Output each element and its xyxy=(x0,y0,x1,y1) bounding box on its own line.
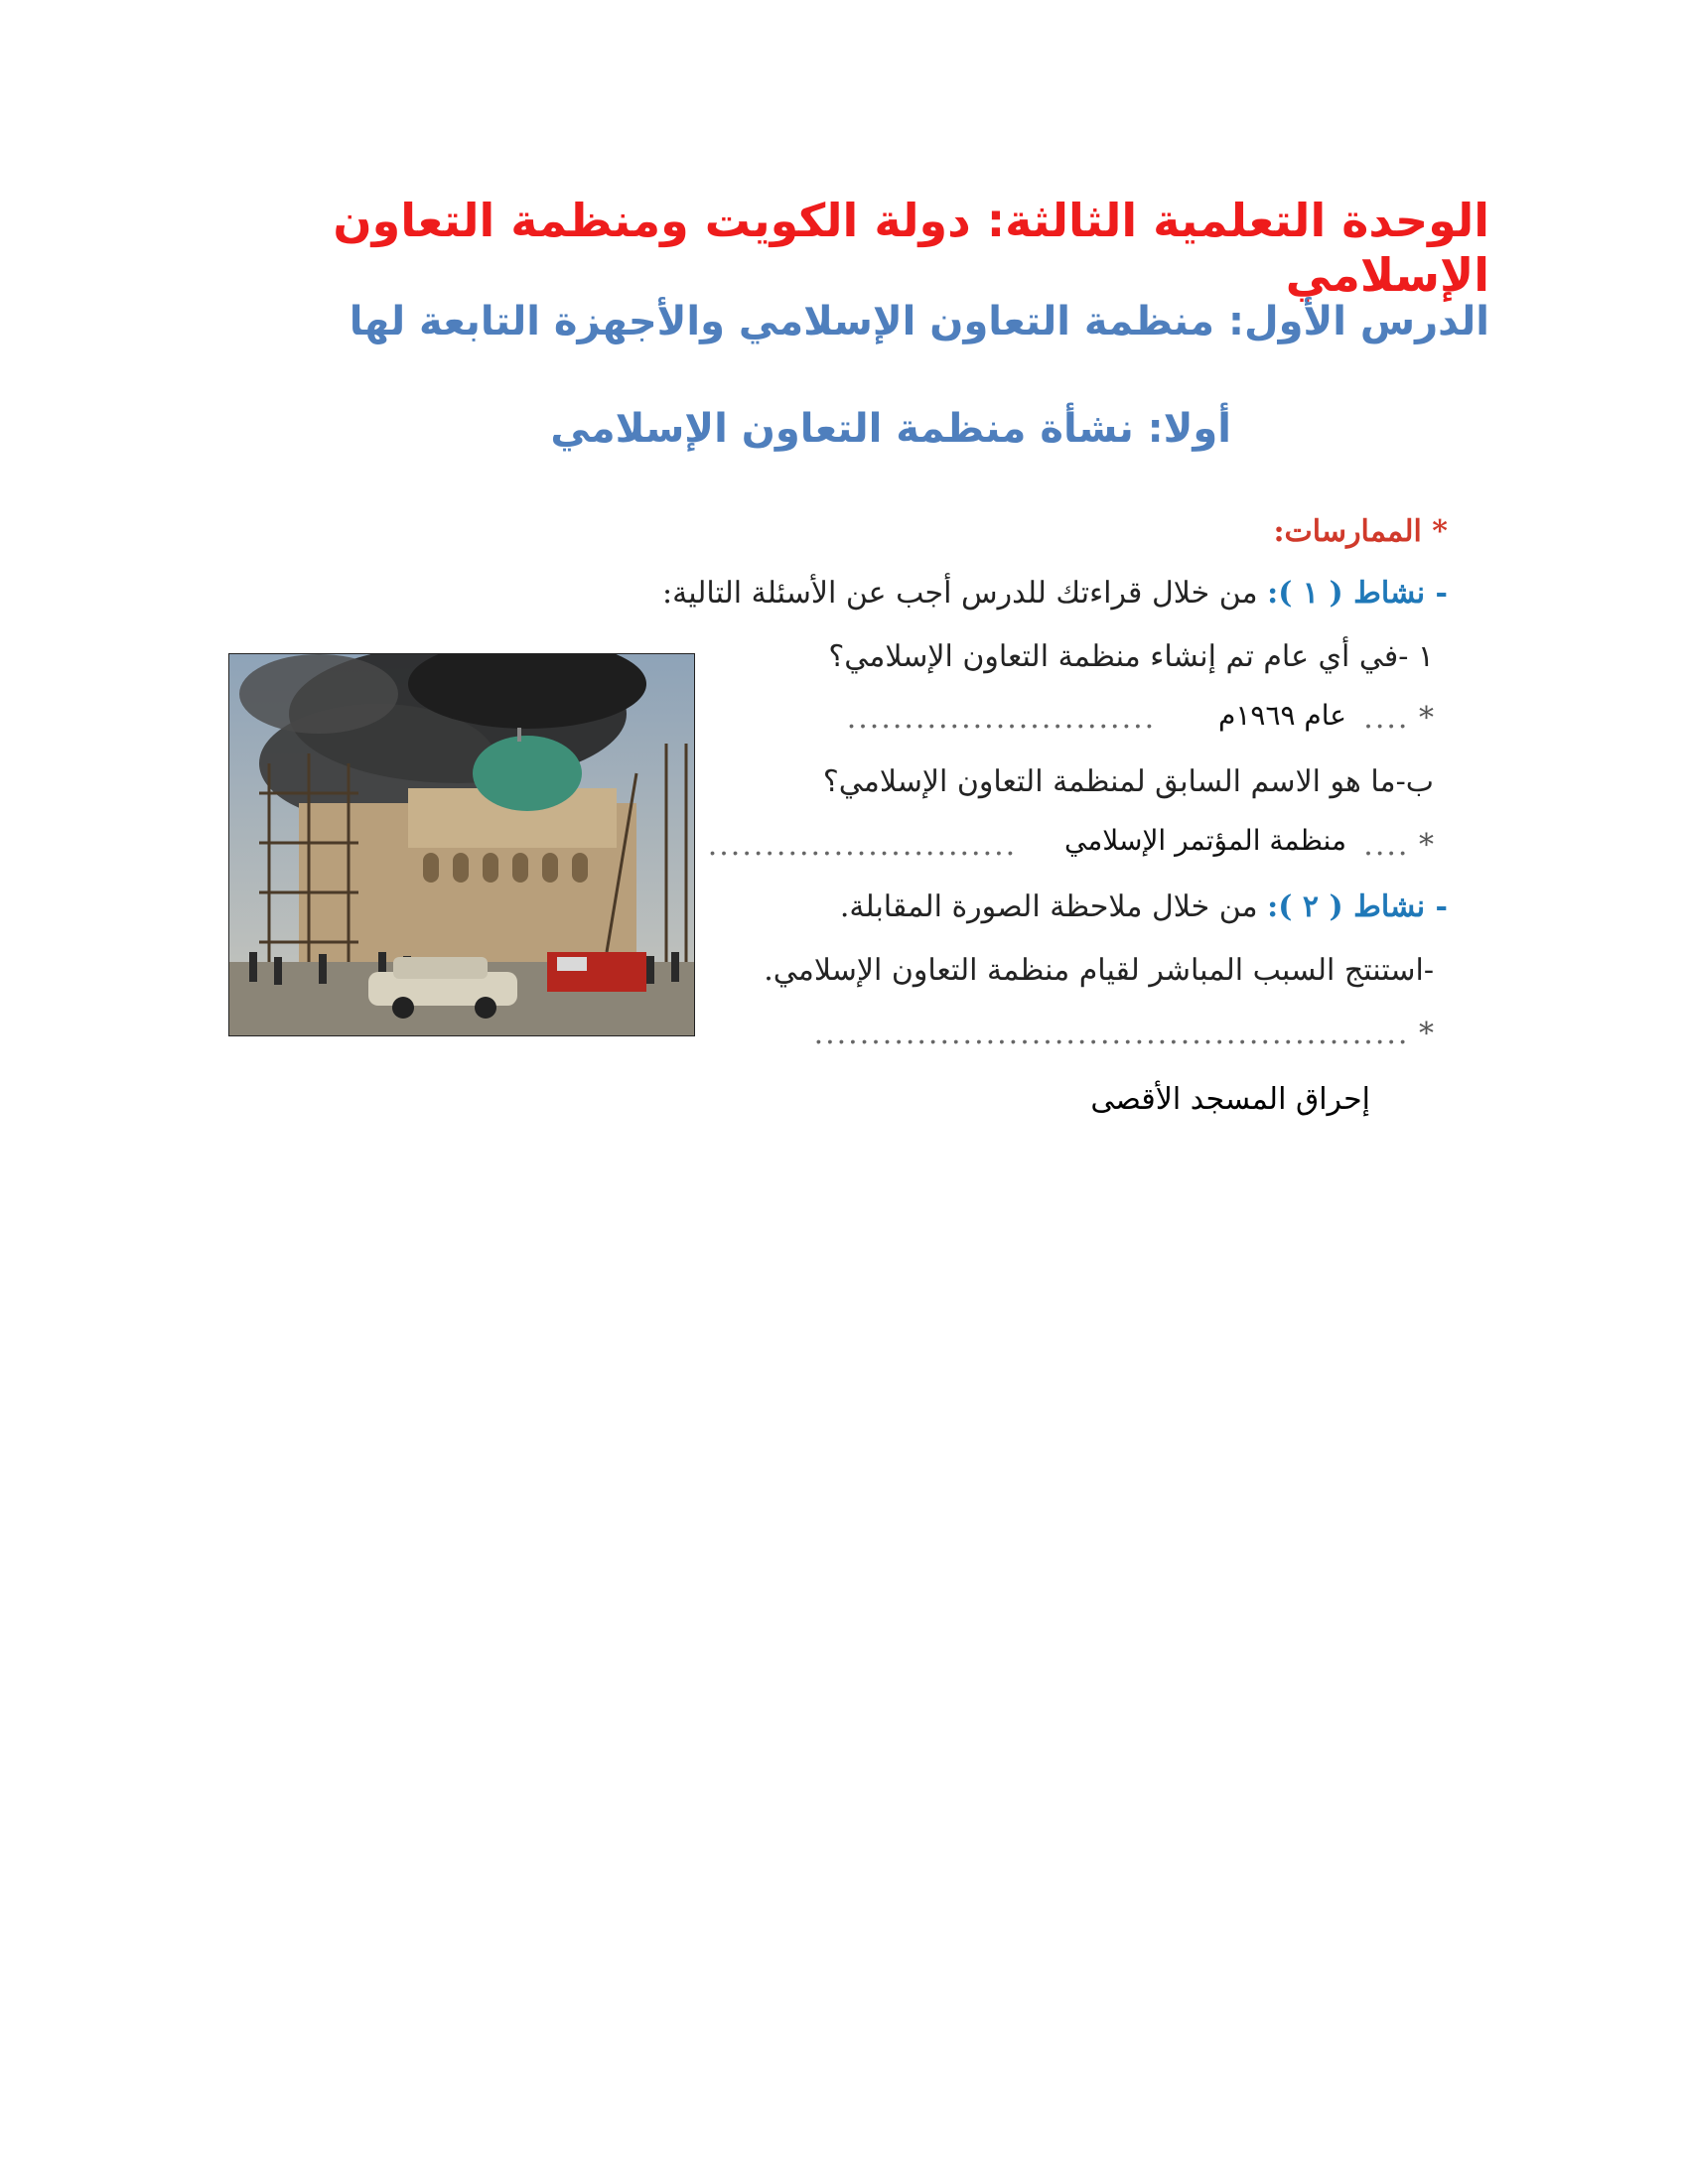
activity2-line xyxy=(840,889,1448,924)
question-2: ب-ما هو الاسم السابق لمنظمة التعاون الإسلامي؟ xyxy=(822,764,1434,799)
practices-heading: * الممارسات: xyxy=(1273,514,1448,549)
question-3: -استنتج السبب المباشر لقيام منظمة التعاون الإسلامي. xyxy=(764,953,1434,988)
dotted-leader: ........................... xyxy=(846,701,1157,736)
star-icon: * xyxy=(1419,828,1434,863)
activity2-label: - نشاط ( ٢ ): xyxy=(1267,889,1448,924)
answer-line-3 xyxy=(814,1017,1434,1051)
unit-title: الوحدة التعلمية الثالثة: دولة الكويت ومنظمة التعاون الإسلامي xyxy=(333,194,1489,303)
answer-2-text: منظمة المؤتمر الإسلامي xyxy=(1063,824,1346,857)
activity1-line xyxy=(662,576,1448,611)
question-1: ١ -في أي عام تم إنشاء منظمة التعاون الإسلامي؟ xyxy=(828,639,1434,674)
star-icon: * xyxy=(1419,701,1434,736)
dotted-leader: .... xyxy=(1363,701,1410,736)
dotted-leader: ........................... xyxy=(707,828,1018,863)
dotted-leader: .................................................... xyxy=(813,1017,1410,1051)
mosque-fire-photo xyxy=(228,653,695,1036)
activity1-prompt: من خلال قراءتك للدرس أجب عن الأسئلة التالية: xyxy=(662,576,1258,611)
star-icon: * xyxy=(1419,1017,1434,1051)
lesson-title: الدرس الأول: منظمة التعاون الإسلامي والأجهزة التابعة لها xyxy=(349,299,1489,344)
dotted-leader: .... xyxy=(1363,828,1410,863)
section-title: أولا: نشأة منظمة التعاون الإسلامي xyxy=(550,406,1231,452)
worksheet-box xyxy=(228,504,1448,1062)
photo-caption: إحراق المسجد الأقصى xyxy=(1090,1082,1370,1117)
answer-1-text: عام ١٩٦٩م xyxy=(1218,699,1346,732)
activity2-prompt: من خلال ملاحظة الصورة المقابلة. xyxy=(839,889,1258,924)
activity1-label: - نشاط ( ١ ): xyxy=(1267,576,1448,611)
